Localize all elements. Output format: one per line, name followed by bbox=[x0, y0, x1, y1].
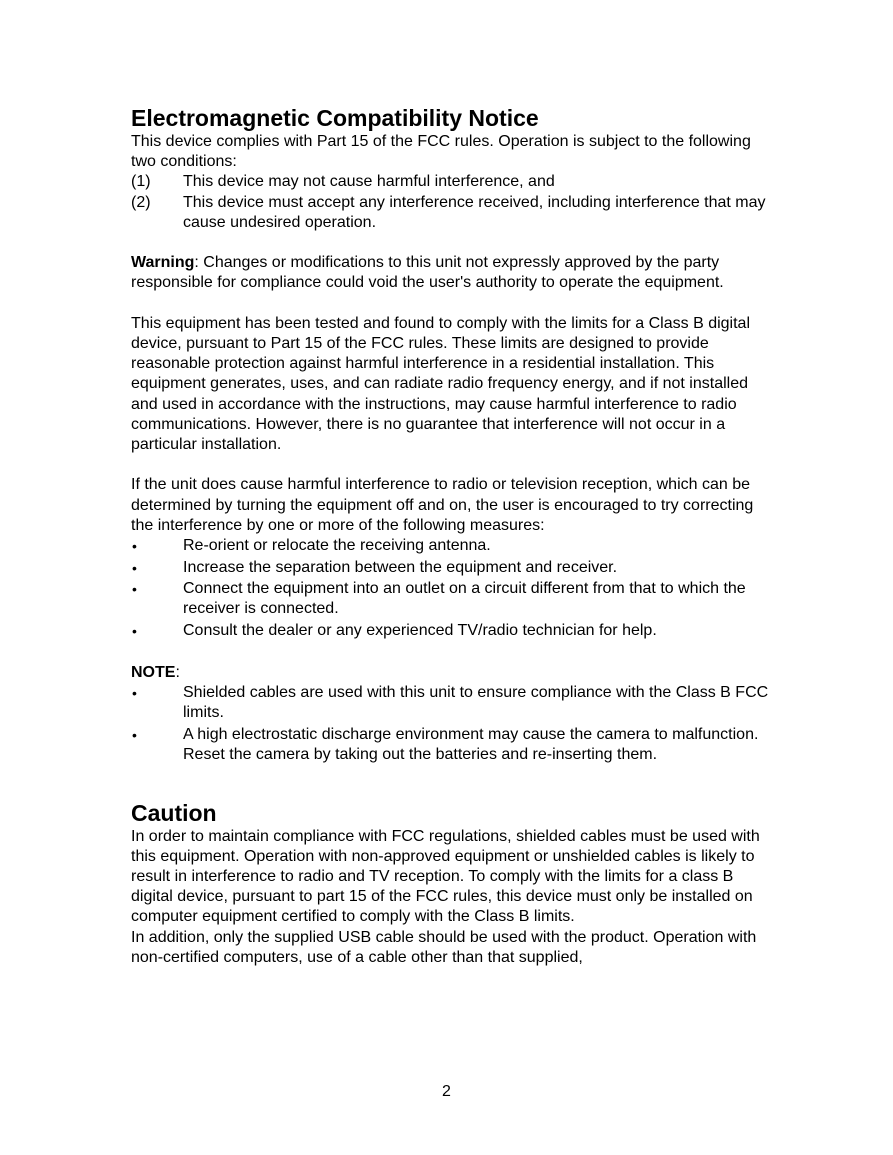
list-item bbox=[131, 683, 771, 723]
list-marker: (1) bbox=[131, 173, 151, 191]
emc-title: Electromagnetic Compatibility Notice bbox=[131, 105, 539, 131]
list-item-text: A high electrostatic discharge environment may cause the camera to malfunction. Reset the camera by taking out the batteries and re-inserting them. bbox=[183, 725, 759, 763]
list-item-text: Increase the separation between the equipment and receiver. bbox=[183, 558, 618, 576]
note-label: NOTE bbox=[131, 663, 176, 681]
class-b-paragraph: This equipment has been tested and found to comply with the limits for a Class B digital device, pursuant to Part 15 of the FCC rules. These limits are designed to provide reasonable protection against harmful interference in a residential installation. This equipment generates, uses, and can radiate radio frequency energy, and if not installed and used in accordance with the instructions, may cause harmful interference to radio communications. However, there is no guarantee that interference will not occur in a particular installation. bbox=[131, 314, 750, 454]
note-heading bbox=[131, 663, 771, 683]
conditions-list bbox=[131, 172, 771, 233]
caution-title: Caution bbox=[131, 799, 217, 826]
bullet-icon: • bbox=[132, 726, 137, 743]
list-item bbox=[131, 725, 771, 765]
list-item bbox=[131, 536, 771, 556]
list-item-text: Re-orient or relocate the receiving antenna. bbox=[183, 537, 491, 555]
caution-paragraph-2: In addition, only the supplied USB cable should be used with the product. Operation with non-certified computers, use of a cable other than that supplied, bbox=[131, 928, 757, 966]
emc-intro: This device complies with Part 15 of the FCC rules. Operation is subject to the following two conditions: bbox=[131, 133, 751, 171]
list-item-text: Consult the dealer or any experienced TV/radio technician for help. bbox=[183, 622, 657, 639]
caution-paragraph-1: In order to maintain compliance with FCC regulations, shielded cables must be used with this equipment. Operation with non-approved equipment or unshielded cables is likely to result in interference to radio and TV reception. To comply with the limits for a class B digital device, pursuant to part 15 of the FCC rules, this device must only be installed on computer equipment certified to comply with the Class B limits. bbox=[131, 827, 760, 926]
note-suffix: : bbox=[175, 663, 180, 681]
bullet-icon: • bbox=[132, 538, 137, 555]
measures-list bbox=[131, 536, 771, 641]
spacer bbox=[131, 767, 771, 799]
spacer bbox=[131, 455, 771, 475]
spacer bbox=[131, 294, 771, 314]
list-item-text: Shielded cables are used with this unit to ensure compliance with the Class B FCC limits. bbox=[183, 683, 769, 722]
bullet-icon: • bbox=[132, 623, 137, 639]
list-item bbox=[131, 579, 771, 619]
bullet-icon: • bbox=[132, 684, 137, 701]
document-page bbox=[131, 104, 771, 968]
notes-list bbox=[131, 683, 771, 765]
list-item bbox=[131, 193, 771, 233]
bullet-icon: • bbox=[132, 559, 137, 576]
spacer bbox=[131, 233, 771, 253]
list-item-text: This device must accept any interference received, including interference that may cause undesired operation. bbox=[183, 193, 766, 231]
measures-intro: If the unit does cause harmful interference to radio or television reception, which can be determined by turning the equipment off and on, the user is encouraged to try correcting the interference by one or more of the following measures: bbox=[131, 476, 754, 534]
warning-text: : Changes or modifications to this unit not expressly approved by the party responsible for compliance could void the user's authority to operate the equipment. bbox=[131, 254, 724, 292]
bullet-icon: • bbox=[132, 581, 137, 598]
list-item-text: Connect the equipment into an outlet on a circuit different from that to which the receiver is connected. bbox=[183, 580, 746, 618]
list-item bbox=[131, 172, 771, 192]
list-marker: (2) bbox=[131, 193, 151, 211]
warning-paragraph bbox=[131, 253, 771, 293]
list-item bbox=[131, 558, 771, 578]
list-item-text: This device may not cause harmful interference, and bbox=[183, 173, 555, 191]
page-number: 2 bbox=[442, 1083, 451, 1100]
spacer bbox=[131, 643, 771, 663]
list-item bbox=[131, 621, 771, 641]
warning-label: Warning bbox=[131, 254, 195, 272]
